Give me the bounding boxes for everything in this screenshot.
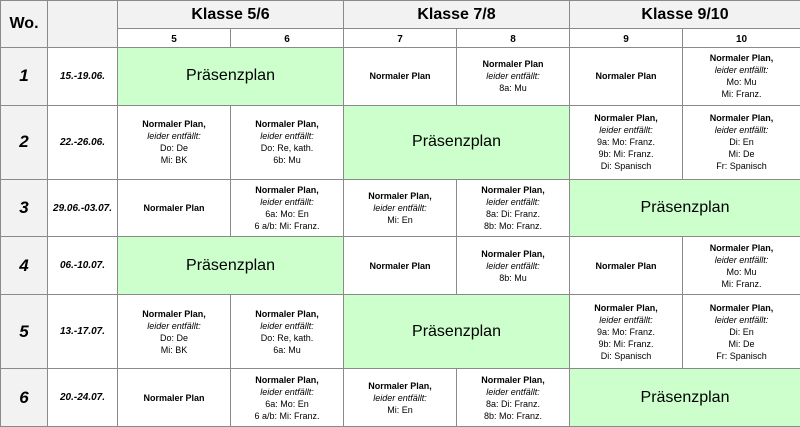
week-date-range: 13.-17.07. (48, 295, 118, 369)
praesenzplan-cell: Präsenzplan (344, 105, 570, 179)
plan-cell-5 (118, 105, 231, 179)
plan-cell-5 (118, 179, 231, 237)
cancelled-lesson: Mi: En (387, 215, 413, 226)
cancelled-lesson: Do: Re, kath. (260, 143, 314, 154)
week-number: 6 (1, 369, 48, 427)
plan-title: Normaler Plan, (709, 53, 774, 64)
plan-title: Normaler Plan (595, 260, 657, 271)
plan-title: Normaler Plan (143, 392, 205, 403)
cancelled-lesson: Do: De (159, 143, 188, 154)
plan-title: Normaler Plan, (255, 374, 319, 385)
plan-title: Normaler Plan, (368, 191, 432, 202)
table-row (1, 295, 800, 369)
grade-6-header: 6 (231, 29, 344, 48)
plan-cell-9 (570, 237, 683, 295)
cancel-note: leider entfällt: (260, 386, 314, 397)
plan-title: Normaler Plan, (481, 374, 545, 385)
plan-title: Normaler Plan, (255, 185, 319, 196)
cancel-note: leider entfällt: (486, 71, 540, 82)
plan-cell-8 (457, 237, 570, 295)
plan-title: Normaler Plan, (481, 185, 545, 196)
plan-title: Normaler Plan (143, 203, 205, 214)
table-row (1, 237, 800, 295)
cancelled-lesson: 9b: Mi: Franz. (598, 338, 654, 349)
plan-title: Normaler Plan, (481, 248, 545, 259)
cancel-note: leider entfällt: (147, 131, 201, 142)
plan-title: Normaler Plan, (709, 242, 774, 253)
date-column-header (48, 1, 118, 48)
klasse-7-8-header: Klasse 7/8 (344, 1, 570, 29)
week-date-range: 22.-26.06. (48, 105, 118, 179)
cancelled-lesson: 6a: Mu (273, 344, 301, 355)
plan-title: Normaler Plan, (255, 119, 319, 130)
cancelled-lesson: 8b: Mu (499, 272, 527, 283)
cancelled-lesson: Mi: De (728, 338, 755, 349)
klasse-9-10-header: Klasse 9/10 (570, 1, 800, 29)
cancelled-lesson: Mo: Mu (726, 77, 757, 88)
cancelled-lesson: 6 a/b: Mi: Franz. (254, 410, 320, 421)
cancelled-lesson: Mi: Franz. (721, 89, 762, 100)
plan-cell-10 (683, 105, 800, 179)
cancel-note: leider entfällt: (260, 131, 314, 142)
cancelled-lesson: 8a: Mu (499, 83, 527, 94)
table-body (1, 48, 800, 427)
plan-cell-10 (683, 295, 800, 369)
plan-title: Normaler Plan, (368, 380, 432, 391)
cancelled-lesson: Fr: Spanisch (716, 350, 767, 361)
cancelled-lesson: Do: De (159, 332, 188, 343)
cancelled-lesson: 9a: Mo: Franz. (596, 326, 656, 337)
plan-title: Normaler Plan (369, 260, 431, 271)
cancelled-lesson: 9b: Mi: Franz. (598, 149, 654, 160)
plan-cell-9 (570, 295, 683, 369)
cancelled-lesson: 8a: Di: Franz. (485, 209, 541, 220)
week-date-range: 20.-24.07. (48, 369, 118, 427)
praesenzplan-cell: Präsenzplan (570, 179, 800, 237)
week-number: 1 (1, 48, 48, 106)
plan-cell-6 (231, 295, 344, 369)
grade-10-header: 10 (683, 29, 800, 48)
plan-cell-8 (457, 179, 570, 237)
cancelled-lesson: 8b: Mo: Franz. (483, 410, 543, 421)
cancelled-lesson: Fr: Spanisch (716, 161, 767, 172)
cancel-note: leider entfällt: (147, 320, 201, 331)
week-number: 3 (1, 179, 48, 237)
grade-7-header: 7 (344, 29, 457, 48)
plan-cell-7 (344, 369, 457, 427)
table-row (1, 48, 800, 106)
praesenzplan-cell: Präsenzplan (570, 369, 800, 427)
cancelled-lesson: Mi: Franz. (721, 278, 762, 289)
plan-cell-6 (231, 369, 344, 427)
cancelled-lesson: Mi: De (728, 149, 755, 160)
praesenzplan-cell: Präsenzplan (118, 48, 344, 106)
plan-title: Normaler Plan, (142, 308, 206, 319)
table-row (1, 179, 800, 237)
cancelled-lesson: 8a: Di: Franz. (485, 398, 541, 409)
plan-cell-6 (231, 105, 344, 179)
cancelled-lesson: 8b: Mo: Franz. (483, 221, 543, 232)
grade-8-header: 8 (457, 29, 570, 48)
plan-title: Normaler Plan, (709, 302, 774, 313)
cancel-note: leider entfällt: (599, 314, 653, 325)
plan-title: Normaler Plan (482, 59, 544, 70)
table-row (1, 369, 800, 427)
week-date-range: 29.06.-03.07. (48, 179, 118, 237)
cancel-note: leider entfällt: (714, 314, 769, 325)
plan-cell-9 (570, 48, 683, 106)
week-date-range: 15.-19.06. (48, 48, 118, 106)
plan-title: Normaler Plan, (594, 113, 658, 124)
cancelled-lesson: 6b: Mu (273, 155, 301, 166)
plan-cell-7 (344, 48, 457, 106)
plan-title: Normaler Plan (369, 71, 431, 82)
week-number: 4 (1, 237, 48, 295)
plan-cell-6 (231, 179, 344, 237)
praesenzplan-cell: Präsenzplan (118, 237, 344, 295)
plan-cell-8 (457, 48, 570, 106)
cancel-note: leider entfällt: (486, 386, 540, 397)
cancelled-lesson: Di: En (729, 137, 754, 148)
plan-title: Normaler Plan, (255, 308, 319, 319)
table-row (1, 105, 800, 179)
cancel-note: leider entfällt: (486, 260, 540, 271)
cancel-note: leider entfällt: (599, 125, 653, 136)
cancel-note: leider entfällt: (373, 392, 427, 403)
cancelled-lesson: Di: En (729, 326, 754, 337)
cancelled-lesson: Mi: BK (160, 344, 188, 355)
plan-cell-10 (683, 237, 800, 295)
cancel-note: leider entfällt: (714, 125, 769, 136)
grade-5-header: 5 (118, 29, 231, 48)
plan-cell-10 (683, 48, 800, 106)
week-number: 5 (1, 295, 48, 369)
cancelled-lesson: 6a: Mo: En (265, 209, 309, 220)
cancel-note: leider entfällt: (260, 197, 314, 208)
table-header (1, 1, 800, 48)
cancel-note: leider entfällt: (373, 203, 427, 214)
cancelled-lesson: Mi: En (387, 404, 413, 415)
cancelled-lesson: 6a: Mo: En (265, 398, 309, 409)
cancelled-lesson: Di: Spanisch (600, 350, 652, 361)
plan-title: Normaler Plan, (142, 119, 206, 130)
klasse-5-6-header: Klasse 5/6 (118, 1, 344, 29)
week-date-range: 06.-10.07. (48, 237, 118, 295)
cancel-note: leider entfällt: (714, 65, 769, 76)
week-number: 2 (1, 105, 48, 179)
cancel-note: leider entfällt: (714, 254, 769, 265)
week-column-header: Wo. (1, 1, 48, 48)
plan-title: Normaler Plan, (594, 302, 658, 313)
cancel-note: leider entfällt: (260, 320, 314, 331)
cancelled-lesson: Do: Re, kath. (260, 332, 314, 343)
plan-cell-5 (118, 295, 231, 369)
plan-cell-7 (344, 237, 457, 295)
praesenzplan-cell: Präsenzplan (344, 295, 570, 369)
plan-title: Normaler Plan, (709, 113, 774, 124)
cancelled-lesson: Mi: BK (160, 155, 188, 166)
cancelled-lesson: Mo: Mu (726, 266, 757, 277)
plan-cell-8 (457, 369, 570, 427)
grade-9-header: 9 (570, 29, 683, 48)
plan-cell-5 (118, 369, 231, 427)
plan-cell-7 (344, 179, 457, 237)
plan-cell-9 (570, 105, 683, 179)
cancelled-lesson: 9a: Mo: Franz. (596, 137, 656, 148)
cancel-note: leider entfällt: (486, 197, 540, 208)
cancelled-lesson: Di: Spanisch (600, 161, 652, 172)
cancelled-lesson: 6 a/b: Mi: Franz. (254, 221, 320, 232)
plan-title: Normaler Plan (595, 71, 657, 82)
